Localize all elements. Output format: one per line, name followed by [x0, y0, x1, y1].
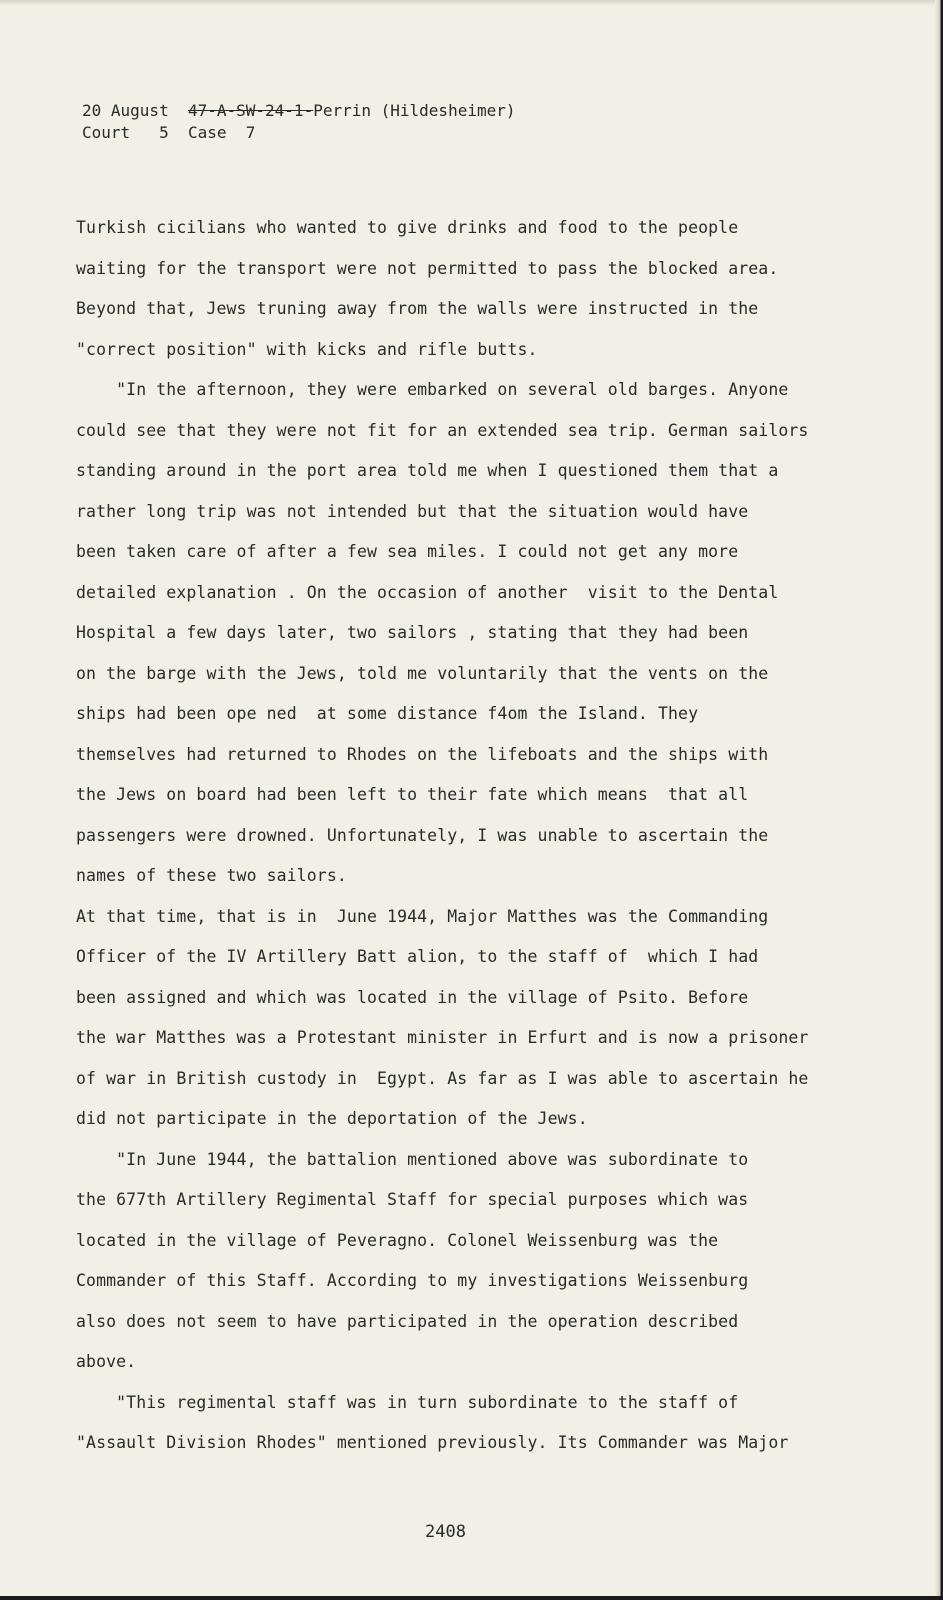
- body-line: detailed explanation . On the occasion of another visit to the Dental: [76, 582, 779, 602]
- body-line: "Assault Division Rhodes" mentioned previously. Its Commander was Major: [76, 1433, 789, 1452]
- body-line: "In June 1944, the battalion mentioned above was subordinate to: [76, 1149, 749, 1169]
- body-line: standing around in the port area told me when I questioned them that a: [76, 461, 779, 480]
- body-line: Beyond that, Jews truning away from the walls were instructed in the: [76, 299, 759, 318]
- body-line: the Jews on board had been left to their fate which means that all: [76, 785, 749, 804]
- header-court-case: Court 5 Case 7: [82, 123, 256, 142]
- body-line: been taken care of after a few sea miles. I could not get any more: [76, 542, 739, 561]
- body-line: themselves had returned to Rhodes on the lifeboats and the ships with: [76, 744, 769, 764]
- body-line: of war in British custody in Egypt. As far as I was able to ascertain he: [76, 1068, 809, 1088]
- body-line: Commander of this Staff. According to my investigations Weissenburg: [76, 1271, 749, 1290]
- body-line: the war Matthes was a Protestant minister in Erfurt and is now a prisoner: [76, 1028, 809, 1047]
- body-line: "This regimental staff was in turn subordinate to the staff of: [76, 1392, 739, 1412]
- body-line: Turkish cicilians who wanted to give drinks and food to the people: [76, 218, 739, 237]
- body-line: also does not seem to have participated in the operation described: [76, 1311, 739, 1331]
- body-line: "correct position" with kicks and rifle butts.: [76, 339, 538, 359]
- body-line: above.: [76, 1352, 137, 1371]
- page-bottom-edge: [0, 1596, 943, 1600]
- body-line: been assigned and which was located in the village of Psito. Before: [76, 987, 749, 1007]
- body-line: Hospital a few days later, two sailors , stating that they had been: [76, 623, 749, 642]
- header-date: 20 August: [82, 101, 169, 120]
- body-line: names of these two sailors.: [76, 866, 347, 885]
- document-body: [76, 208, 836, 1464]
- body-line: on the barge with the Jews, told me voluntarily that the vents on the: [76, 663, 769, 683]
- header-author: Perrin (Hildesheimer): [313, 101, 516, 120]
- body-line: could see that they were not fit for an extended sea trip. German sailors: [76, 420, 809, 440]
- body-line: At that time, that is in June 1944, Major Matthes was the Commanding: [76, 906, 769, 926]
- page-right-edge: [935, 0, 943, 1600]
- page-number: 2408: [425, 1522, 466, 1542]
- body-line: located in the village of Peveragno. Colonel Weissenburg was the: [76, 1230, 719, 1250]
- body-line: ships had been ope ned at some distance f4om the Island. They: [76, 704, 699, 723]
- header-file-reference: 47-A-SW-24-1-: [187, 101, 314, 120]
- body-line: did not participate in the deportation of the Jews.: [76, 1109, 588, 1128]
- body-line: passengers were drowned. Unfortunately, I was unable to ascertain the: [76, 825, 769, 845]
- page-top-edge: [0, 0, 943, 6]
- body-line: rather long trip was not intended but that the situation would have: [76, 501, 749, 521]
- body-line: the 677th Artillery Regimental Staff for special purposes which was: [76, 1190, 749, 1209]
- body-line: "In the afternoon, they were embarked on several old barges. Anyone: [76, 380, 789, 399]
- body-line: waiting for the transport were not permitted to pass the blocked area.: [76, 258, 779, 278]
- document-header: [82, 100, 516, 144]
- body-line: Officer of the IV Artillery Batt alion, to the staff of which I had: [76, 947, 759, 966]
